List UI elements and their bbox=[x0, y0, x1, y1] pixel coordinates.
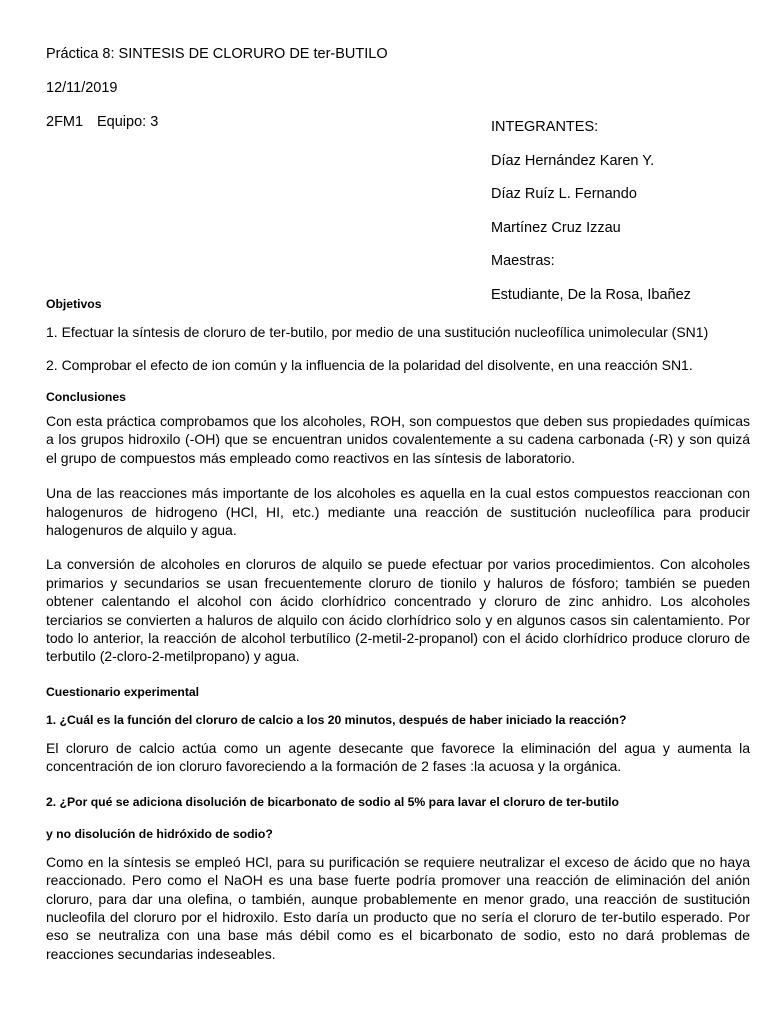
conclusions-paragraph: Con esta práctica comprobamos que los alcoholes, ROH, son compuestos que deben sus propiedades químicas a los grupos hidroxilo (-OH) que se encuentran unidos covalentemente a su cadena carbonada (-R) y son quizá el grupo de compuestos más empleado como reactivos en las síntesis de laboratorio. bbox=[46, 413, 750, 466]
answer-2: Como en la síntesis se empleó HCl, para su purificación se requiere neutralizar el exceso de ácido que no haya reaccionado. Pero como el NaOH es una base fuerte podría promover una reacción de eliminación del anión cloruro, para dar una olefina, o también, aunque probablemente en menor grado, una reacción de sustitución nucleofila del cloruro por el hidroxilo. Esto daría un producto que no sería el cloruro de ter-butilo esperado. Por eso se neutraliza con una base más débil como es el bicarbonato de sodio, esto no dará problemas de reacciones secundarias indeseables. bbox=[46, 853, 750, 962]
conclusions-heading: Conclusiones bbox=[46, 390, 126, 404]
answer-1: El cloruro de calcio actúa como un agente desecante que favorece la eliminación del agua y aumenta la concentración de ion cloruro favoreciendo a la formación de 2 fases :la acuosa y la orgánica. bbox=[46, 739, 750, 775]
document-title: Práctica 8: SINTESIS DE CLORURO DE ter-BUTILO bbox=[46, 46, 388, 62]
question-1: 1. ¿Cuál es la función del cloruro de calcio a los 20 minutos, después de haber iniciado la reacción? bbox=[46, 712, 627, 727]
question-2-line-1: 2. ¿Por qué se adiciona disolución de bicarbonato de sodio al 5% para lavar el cloruro de ter-butilo bbox=[46, 794, 619, 809]
group-label: 2FM1 bbox=[46, 114, 84, 130]
questionnaire-heading: Cuestionario experimental bbox=[46, 684, 200, 699]
document-date: 12/11/2019 bbox=[46, 80, 118, 96]
member-name: Martínez Cruz Izzau bbox=[491, 219, 621, 236]
document-body bbox=[46, 295, 750, 963]
teachers-names: Estudiante, De la Rosa, Ibañez bbox=[491, 286, 691, 303]
team-label: Equipo: 3 bbox=[97, 114, 159, 130]
members-block bbox=[491, 119, 691, 320]
objectives-heading: Objetivos bbox=[46, 297, 102, 311]
teachers-heading: Maestras: bbox=[491, 253, 555, 269]
question-2-line-2: y no disolución de hidróxido de sodio? bbox=[46, 826, 273, 841]
conclusions-paragraph: La conversión de alcoholes en cloruros de alquilo se puede efectuar por varios procedimientos. Con alcoholes primarios y secundarios se usan frecuentemente cloruro de tionilo y haluros de fósforo; también se pueden obtener calentando el alcohol con ácido clorhídrico concentrado y cloruro de zinc anhidro. Los alcoholes terciarios se convierten a haluros de alquilo con ácido clorhídrico solo y en algunos casos sin calentamiento. Por todo lo anterior, la reacción de alcohol terbutílico (2-metil-2-propanol) con el ácido clorhídrico produce cloruro de terbutilo (2-cloro-2-metilpropano) y agua. bbox=[46, 556, 750, 665]
objective-item: 1. Efectuar la síntesis de cloruro de ter-butilo, por medio de una sustitución nucleofílica unimolecular (SN1) bbox=[46, 324, 709, 340]
member-name: Díaz Ruíz L. Fernando bbox=[491, 186, 637, 202]
objective-item: 2. Comprobar el efecto de ion común y la influencia de la polaridad del disolvente, en una reacción SN1. bbox=[46, 357, 693, 373]
member-name: Díaz Hernández Karen Y. bbox=[491, 152, 655, 169]
members-heading: INTEGRANTES: bbox=[491, 119, 599, 135]
conclusions-paragraph: Una de las reacciones más importante de los alcoholes es aquella en la cual estos compuestos reaccionan con halogenuros de hidrogeno (HCl, HI, etc.) mediante una reacción de sustitución nucleofílica para producir halogenuros de alquilo y agua. bbox=[46, 485, 750, 539]
